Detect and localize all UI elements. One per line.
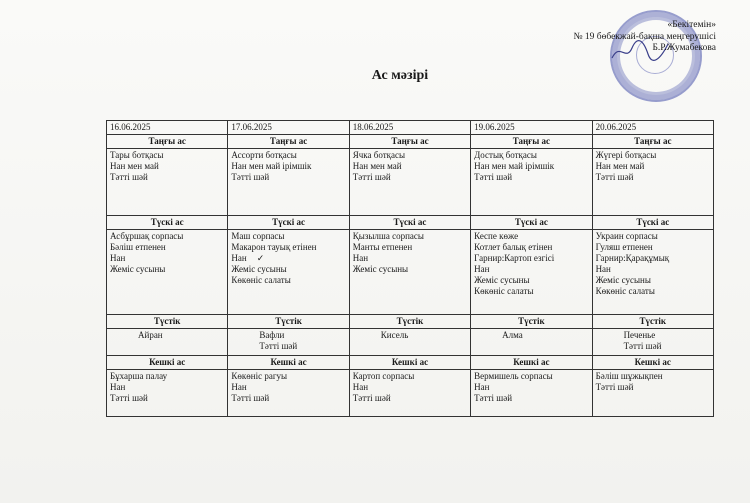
- menu-item-text: Жеміс сусыны: [352, 264, 409, 274]
- menu-item-text: Нан: [110, 382, 126, 392]
- menu-item-text: Бұхарша палау: [110, 371, 168, 381]
- menu-cell: [107, 149, 228, 216]
- menu-item: [353, 172, 467, 183]
- menu-item: [474, 393, 588, 404]
- menu-item: [474, 161, 588, 172]
- menu-item-text: Нан мен май: [595, 161, 645, 171]
- meal-header-row-lunch: [107, 216, 714, 230]
- menu-item-text: Асбұршақ сорпасы: [110, 231, 184, 241]
- menu-item: [110, 150, 224, 161]
- menu-item-text: Котлет балық етінен: [474, 242, 553, 252]
- meal-header-breakfast: Таңғы ас: [592, 135, 713, 149]
- menu-cell: [349, 149, 470, 216]
- menu-item-text: Печенье: [623, 330, 656, 340]
- meal-items-row-lunch: [107, 230, 714, 315]
- approval-position: № 19 бөбекжай-бақша меңгерушісі: [573, 31, 716, 42]
- menu-item-text: Манты етпенен: [352, 242, 413, 252]
- menu-item: [231, 264, 345, 275]
- meal-header-lunch: Түскі ас: [471, 216, 592, 230]
- menu-cell: [592, 149, 713, 216]
- menu-item: [353, 371, 467, 382]
- menu-item: [474, 231, 588, 242]
- menu-item-text: Ячка ботқасы: [352, 150, 406, 160]
- menu-item: [474, 330, 588, 341]
- menu-item-text: Алма: [502, 330, 523, 340]
- menu-item: [110, 161, 224, 172]
- approval-heading: «Бекітемін»: [667, 20, 716, 30]
- menu-item-text: Көкөніс салаты: [474, 286, 534, 296]
- menu-item-text: Нан: [231, 253, 247, 263]
- menu-item-text: Нан: [231, 382, 247, 392]
- meal-header-dinner: Кешкі ас: [107, 356, 228, 370]
- meal-header-snack: Түстік: [107, 315, 228, 329]
- menu-cell: [228, 329, 349, 356]
- menu-item-text: Достық ботқасы: [474, 150, 537, 160]
- meal-header-breakfast: Таңғы ас: [349, 135, 470, 149]
- menu-item-text: Картоп сорпасы: [352, 371, 415, 381]
- menu-item: [110, 371, 224, 382]
- menu-item: [474, 150, 588, 161]
- menu-item-text: Тәтті шәй: [352, 172, 391, 182]
- menu-item: [596, 161, 710, 172]
- menu-item: [110, 382, 224, 393]
- menu-item-text: Ассорти ботқасы: [231, 150, 297, 160]
- menu-item-text: Тәтті шәй: [474, 172, 513, 182]
- menu-item-text: Бәліш етпенен: [110, 242, 166, 252]
- menu-item-text: Нан: [474, 264, 490, 274]
- menu-cell: [349, 329, 470, 356]
- menu-item-text: Бәліш шұжықпен: [595, 371, 663, 381]
- menu-cell: [107, 230, 228, 315]
- date-row: [107, 121, 714, 135]
- menu-item: [474, 382, 588, 393]
- meal-header-lunch: Түскі ас: [592, 216, 713, 230]
- menu-cell: [471, 149, 592, 216]
- menu-item: [596, 150, 710, 161]
- menu-item: [231, 393, 345, 404]
- menu-item: [474, 253, 588, 264]
- menu-cell: [349, 370, 470, 417]
- menu-item-text: Тәтті шәй: [595, 382, 634, 392]
- menu-item: [596, 231, 710, 242]
- meal-header-snack: Түстік: [228, 315, 349, 329]
- menu-item: [110, 172, 224, 183]
- meal-header-snack: Түстік: [349, 315, 470, 329]
- meal-header-lunch: Түскі ас: [228, 216, 349, 230]
- menu-item: [110, 253, 224, 264]
- menu-item: [353, 231, 467, 242]
- menu-item: [110, 330, 224, 341]
- menu-cell: [228, 230, 349, 315]
- menu-item-text: Айран: [138, 330, 163, 340]
- date-cell: 19.06.2025: [471, 121, 592, 135]
- menu-item: [474, 286, 588, 297]
- menu-item-text: Жүгері ботқасы: [595, 150, 657, 160]
- menu-item: [353, 382, 467, 393]
- menu-table: [106, 120, 714, 417]
- menu-item-text: Тәтті шәй: [623, 341, 662, 351]
- menu-item: [474, 172, 588, 183]
- menu-cell: [592, 329, 713, 356]
- menu-cell: [228, 149, 349, 216]
- menu-item-text: Гарнир:Картоп езгісі: [474, 253, 555, 263]
- menu-item-text: Тәтті шәй: [110, 172, 148, 182]
- menu-item: [231, 161, 345, 172]
- menu-cell: [349, 230, 470, 315]
- menu-item: [596, 253, 710, 264]
- menu-cell: [471, 230, 592, 315]
- meal-header-lunch: Түскі ас: [349, 216, 470, 230]
- date-cell: 16.06.2025: [107, 121, 228, 135]
- menu-item: [596, 341, 710, 352]
- menu-item-text: Нан: [352, 253, 369, 263]
- menu-item-text: Гуляш етпенен: [595, 242, 653, 252]
- date-cell: 18.06.2025: [349, 121, 470, 135]
- menu-item-text: Тәтті шәй: [595, 172, 634, 182]
- menu-item: [110, 242, 224, 253]
- meal-header-lunch: Түскі ас: [107, 216, 228, 230]
- approval-name: Б.Р.Жумабекова: [652, 43, 716, 53]
- meal-header-dinner: Кешкі ас: [349, 356, 470, 370]
- menu-item: [231, 150, 345, 161]
- menu-item-text: Нан: [352, 382, 369, 392]
- menu-cell: [592, 370, 713, 417]
- menu-item: [353, 393, 467, 404]
- menu-item: [596, 330, 710, 341]
- menu-item: [474, 264, 588, 275]
- menu-item: [596, 275, 710, 286]
- menu-item: [231, 172, 345, 183]
- menu-cell: [228, 370, 349, 417]
- menu-item: [474, 242, 588, 253]
- menu-item: [474, 371, 588, 382]
- menu-cell: [471, 329, 592, 356]
- menu-item-text: Кеспе көже: [474, 231, 519, 241]
- meal-header-snack: Түстік: [592, 315, 713, 329]
- menu-item-text: Тәтті шәй: [474, 393, 513, 403]
- menu-item-text: Тары ботқасы: [110, 150, 164, 160]
- menu-item-text: Вермишель сорпасы: [474, 371, 553, 381]
- meal-header-dinner: Кешкі ас: [592, 356, 713, 370]
- menu-item: [231, 242, 345, 253]
- menu-item: [110, 393, 224, 404]
- meal-header-row-snack: [107, 315, 714, 329]
- menu-item: [353, 330, 467, 341]
- menu-item-text: Нан мен май: [352, 161, 402, 171]
- meal-items-row-dinner: [107, 370, 714, 417]
- menu-item: [353, 150, 467, 161]
- menu-item: [110, 231, 224, 242]
- menu-item-text: Жеміс сусыны: [474, 275, 530, 285]
- menu-cell: [471, 370, 592, 417]
- menu-item-text: Макарон тауық етінен: [231, 242, 317, 252]
- menu-item-text: Тәтті шәй: [231, 393, 270, 403]
- menu-item-text: Нан: [595, 264, 611, 274]
- menu-item: [474, 275, 588, 286]
- menu-item: [353, 242, 467, 253]
- menu-item-text: Қызылша сорпасы: [352, 231, 424, 241]
- menu-item-text: Нан: [474, 382, 490, 392]
- menu-item-text: Гарнир:Қарақұмық: [595, 253, 670, 263]
- menu-item-text: Тәтті шәй: [259, 341, 298, 351]
- menu-item-text: Көкөніс салаты: [231, 275, 291, 285]
- date-cell: 17.06.2025: [228, 121, 349, 135]
- meal-items-row-breakfast: [107, 149, 714, 216]
- menu-item-text: Тәтті шәй: [110, 393, 148, 403]
- menu-item: [231, 253, 345, 264]
- meal-header-row-breakfast: [107, 135, 714, 149]
- menu-item: [231, 330, 345, 341]
- menu-item-text: Жеміс сусыны: [110, 264, 166, 274]
- meal-items-row-snack: [107, 329, 714, 356]
- menu-item: [231, 275, 345, 286]
- menu-cell: [107, 370, 228, 417]
- menu-item: [231, 371, 345, 382]
- page-title: Ас мәзірі: [371, 68, 429, 83]
- menu-item-text: Тәтті шәй: [352, 393, 391, 403]
- meal-header-row-dinner: [107, 356, 714, 370]
- meal-header-breakfast: Таңғы ас: [471, 135, 592, 149]
- menu-item-text: Нан мен май ірімшік: [231, 161, 312, 171]
- meal-header-breakfast: Таңғы ас: [107, 135, 228, 149]
- menu-item-text: Вафли: [259, 330, 285, 340]
- menu-item: [231, 231, 345, 242]
- meal-header-breakfast: Таңғы ас: [228, 135, 349, 149]
- menu-item-text: Маш сорпасы: [231, 231, 285, 241]
- menu-item-text: Жеміс сусыны: [231, 264, 287, 274]
- menu-item-text: Нан мен май: [110, 161, 159, 171]
- menu-item-text: Нан: [110, 253, 126, 263]
- menu-item-text: Нан мен май ірімшік: [474, 161, 555, 171]
- menu-cell: [592, 230, 713, 315]
- check-mark: ✓: [256, 253, 265, 263]
- menu-item: [231, 341, 345, 352]
- menu-item: [353, 161, 467, 172]
- menu-cell: [107, 329, 228, 356]
- meal-header-dinner: Кешкі ас: [228, 356, 349, 370]
- menu-item: [231, 382, 345, 393]
- menu-item: [596, 264, 710, 275]
- date-cell: 20.06.2025: [592, 121, 713, 135]
- menu-item: [110, 264, 224, 275]
- menu-item: [596, 242, 710, 253]
- menu-item-text: Тәтті шәй: [231, 172, 270, 182]
- approval-block: [573, 20, 716, 55]
- menu-item: [596, 371, 710, 382]
- menu-item-text: Көкөніс салаты: [595, 286, 655, 296]
- menu-item: [353, 253, 467, 264]
- menu-item: [596, 172, 710, 183]
- menu-item-text: Кисель: [380, 330, 409, 340]
- menu-item: [596, 382, 710, 393]
- meal-header-dinner: Кешкі ас: [471, 356, 592, 370]
- meal-header-snack: Түстік: [471, 315, 592, 329]
- menu-item-text: Көкөніс рагуы: [231, 371, 288, 381]
- menu-item: [353, 264, 467, 275]
- menu-item-text: Украин сорпасы: [595, 231, 658, 241]
- menu-item: [596, 286, 710, 297]
- menu-item-text: Жеміс сусыны: [595, 275, 651, 285]
